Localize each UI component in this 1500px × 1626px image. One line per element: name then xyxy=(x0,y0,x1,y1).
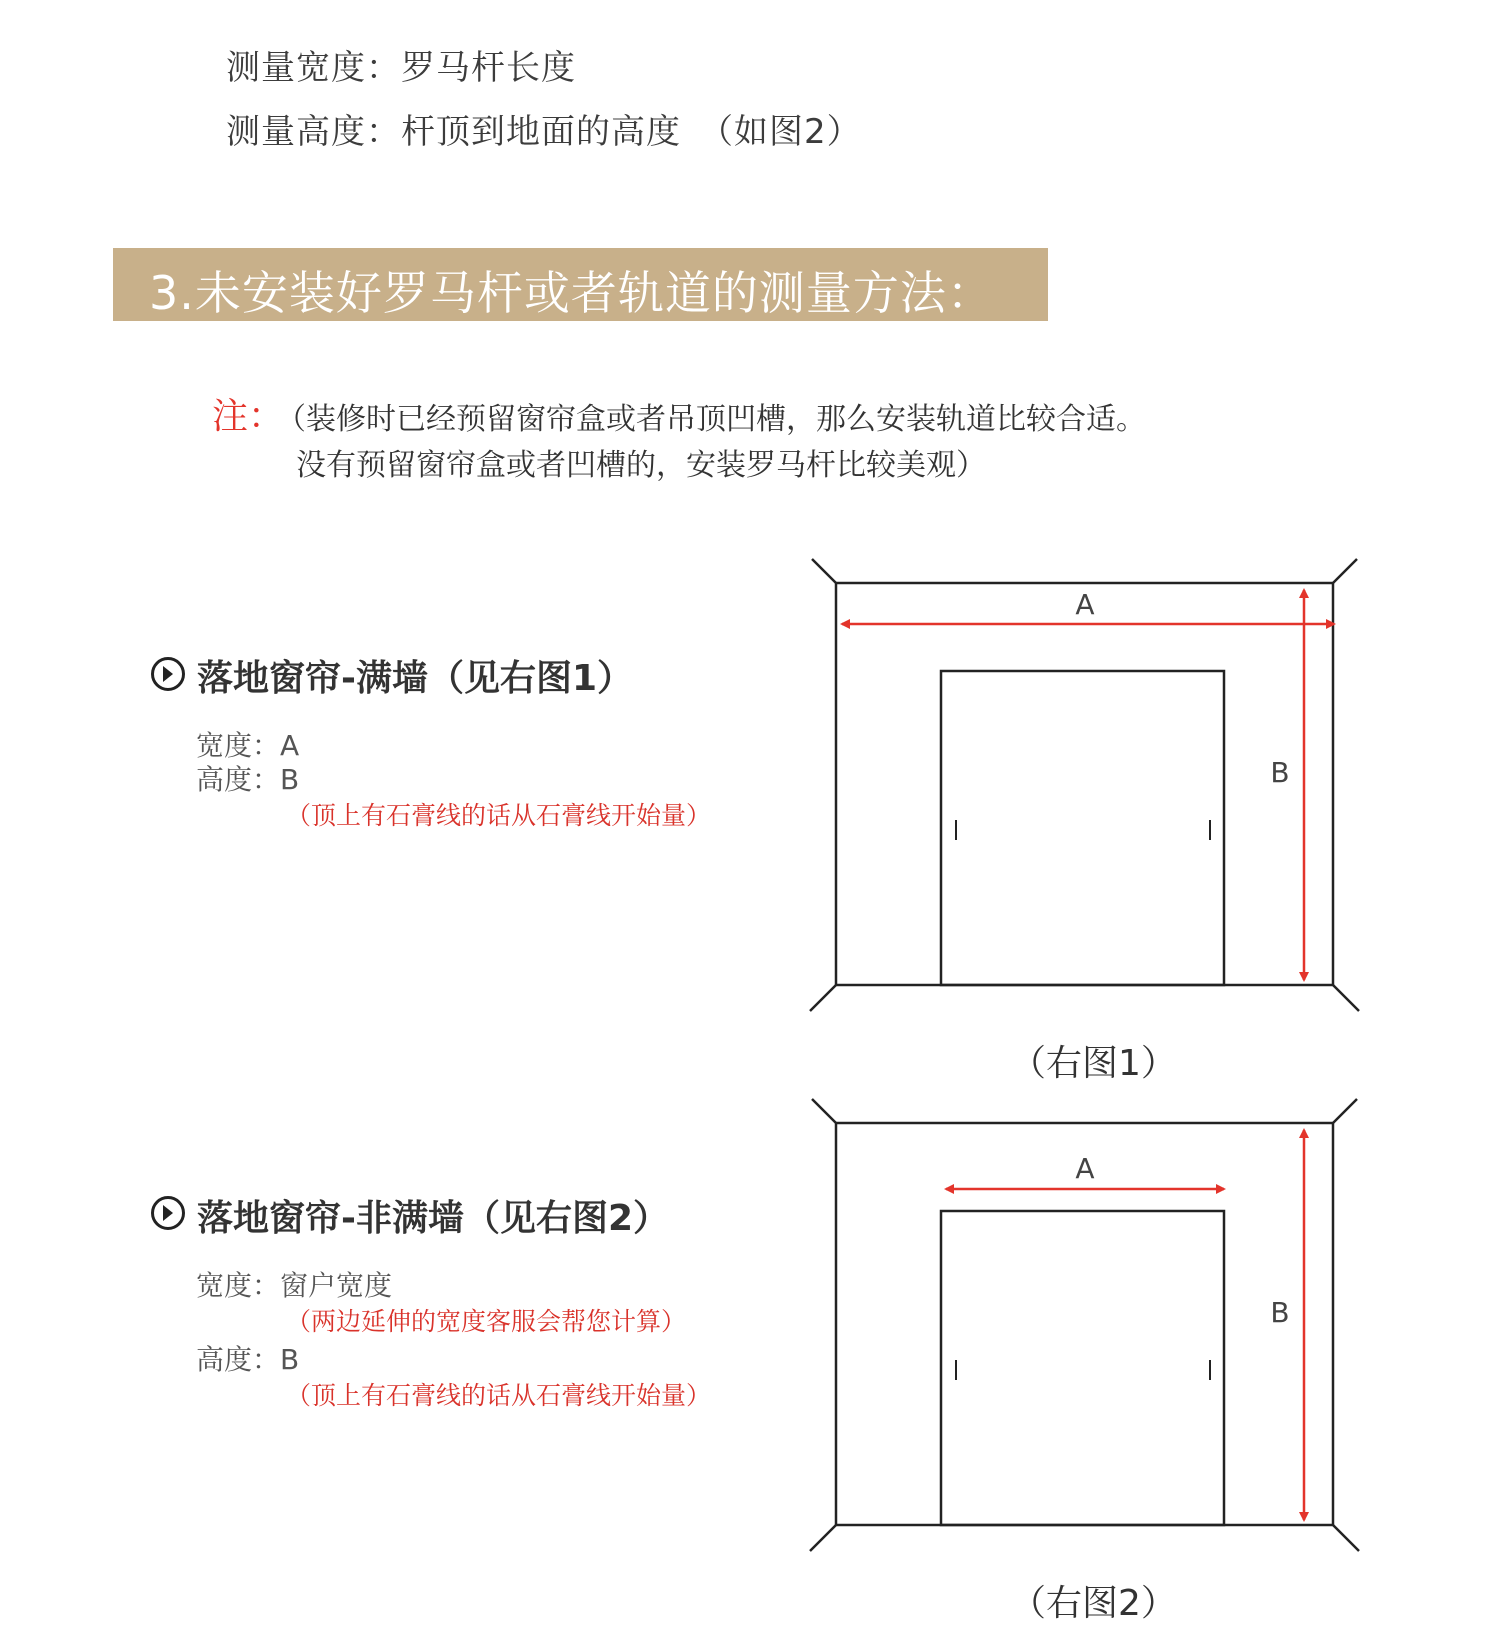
height-measure-line: 测量高度：杆顶到地面的高度 （如图2） xyxy=(226,112,862,152)
circle-arrow-right-icon xyxy=(150,1195,186,1231)
section2-width-note: （两边延伸的宽度客服会帮您计算） xyxy=(286,1307,687,1336)
section1-title: 落地窗帘-满墙（见右图1） xyxy=(197,658,633,699)
figure2-label-a: A xyxy=(1075,1152,1095,1185)
section2-height-label: 高度：B xyxy=(196,1343,300,1376)
note-label: 注： xyxy=(212,396,285,437)
circle-arrow-right-icon xyxy=(150,656,186,692)
width-measure-line: 测量宽度：罗马杆长度 xyxy=(226,48,576,88)
section1-height-label: 高度：B xyxy=(196,763,300,796)
section2-title: 落地窗帘-非满墙（见右图2） xyxy=(197,1198,669,1239)
window-outline xyxy=(941,671,1224,985)
note-line-2: 没有预留窗帘盒或者凹槽的，安装罗马杆比较美观） xyxy=(296,448,986,483)
figure2-caption: （右图2） xyxy=(1010,1583,1177,1624)
figure1-caption: （右图1） xyxy=(1010,1043,1177,1084)
section1-height-note: （顶上有石膏线的话从石膏线开始量） xyxy=(286,801,712,830)
section2-width-label: 宽度：窗户宽度 xyxy=(196,1269,393,1302)
window-outline xyxy=(941,1211,1224,1525)
section2-height-note: （顶上有石膏线的话从石膏线开始量） xyxy=(286,1381,712,1410)
figure2-label-b: B xyxy=(1270,1296,1290,1329)
note-line-1: （装修时已经预留窗帘盒或者吊顶凹槽，那么安装轨道比较合适。 xyxy=(276,402,1146,437)
figure1-label-b: B xyxy=(1270,756,1290,789)
banner-title: 3.未安装好罗马杆或者轨道的测量方法： xyxy=(149,266,994,320)
figure1-label-a: A xyxy=(1075,588,1095,621)
figure2-diagram xyxy=(800,1090,1370,1560)
section1-width-label: 宽度：A xyxy=(196,729,300,762)
figure1-diagram xyxy=(800,550,1370,1020)
section-banner xyxy=(113,248,1048,321)
